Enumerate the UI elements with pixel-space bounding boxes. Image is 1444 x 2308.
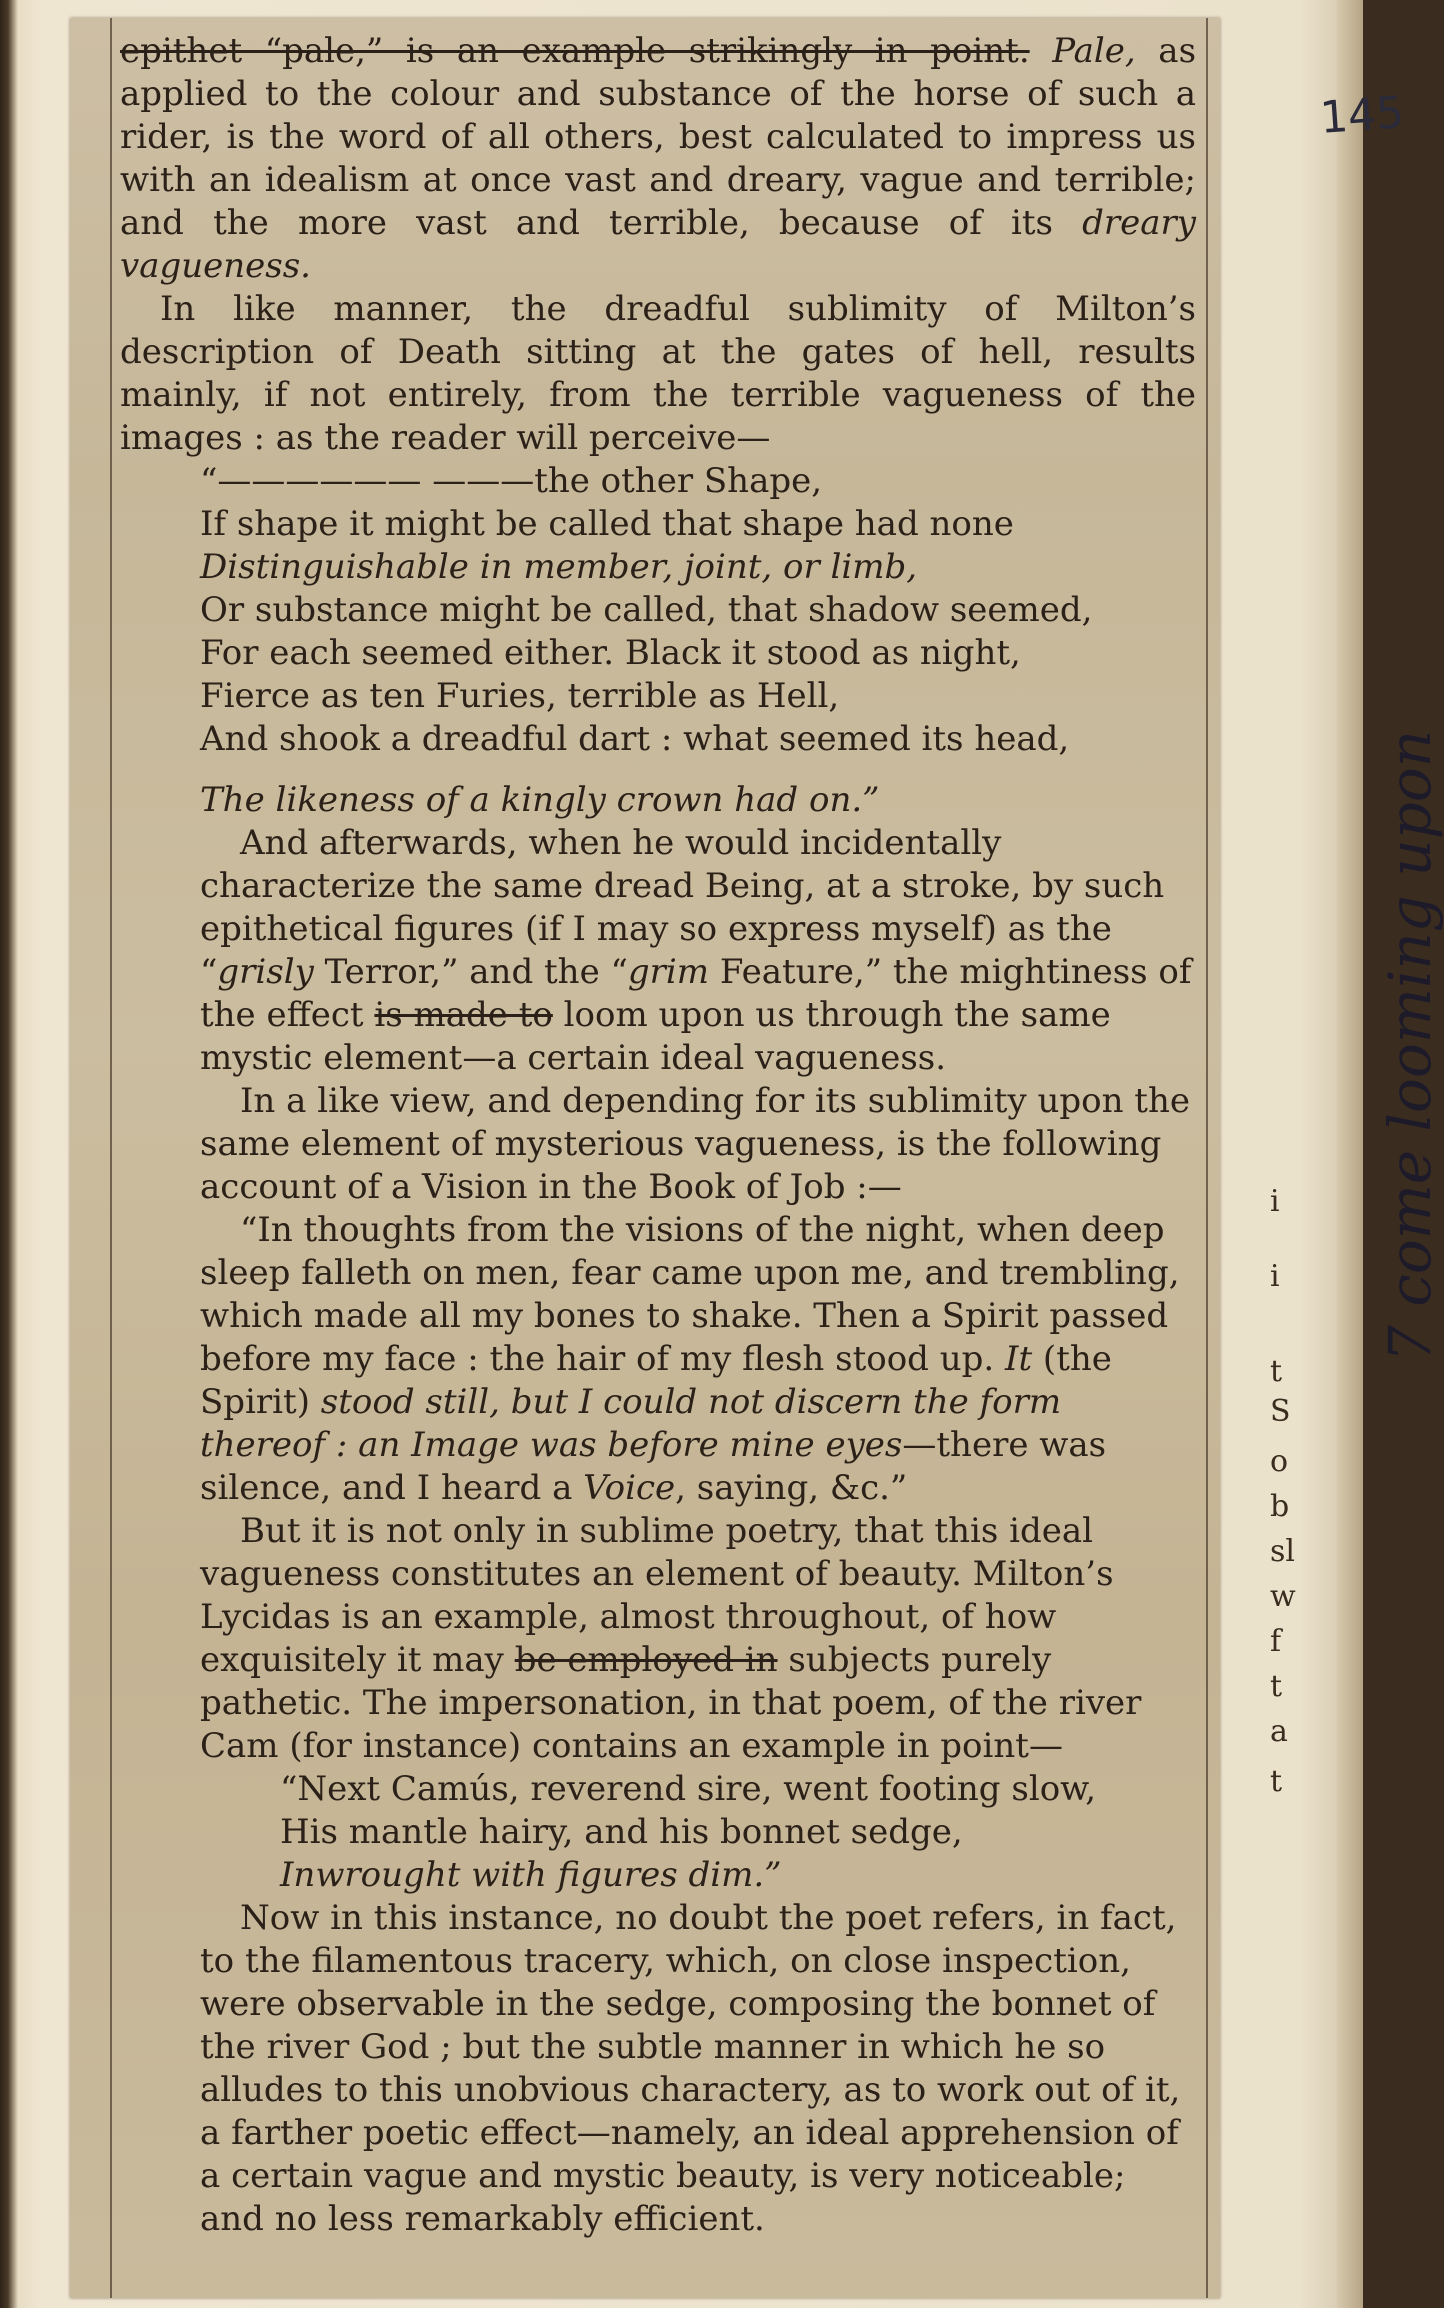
paragraph-text: , saying, &c.” <box>675 1468 908 1508</box>
verse-line: And shook a dreadful dart : what seemed its head, <box>200 719 1070 759</box>
page-edge <box>1337 0 1363 2308</box>
verse-line: His mantle hairy, and his bonnet sedge, <box>280 1812 963 1852</box>
column-fragment: sl <box>1270 1534 1295 1569</box>
column-fragment: f <box>1270 1624 1282 1659</box>
italic-text: grim <box>627 952 710 992</box>
verse-line: Distinguishable in member, joint, or limb, <box>200 547 918 587</box>
paragraph-6 <box>200 1510 1196 1768</box>
paragraph-text: loom upon us through the same mystic element—a certain ideal vagueness. <box>200 995 1111 1078</box>
verse-line: “—————— ———the other Shape, <box>200 461 823 501</box>
struck-text: epithet “pale,” is an example strikingly in point. <box>120 31 1030 71</box>
paragraph-text: as applied to the colour and substance of the horse of such a rider, is the word of all others, best calculated to impress us with an idealism at once vast and dreary, vague and terrible; and the more vast and terrible, because of its <box>120 31 1197 243</box>
verse-line: Inwrought with figures dim.” <box>280 1855 782 1895</box>
verse-line: Fierce as ten Furies, terrible as Hell, <box>200 676 840 716</box>
handwritten-margin-note: 7 come looming upon <box>1376 729 1444 1362</box>
paragraph-text: And afterwards, when he would incidentally characterize the same dread Being, at a stroke, by such epithetical figures (if I may so express myself) as the “ <box>200 823 1165 992</box>
verse-line: Or substance might be called, that shadow seemed, <box>200 590 1093 630</box>
italic-text: It <box>1005 1339 1033 1379</box>
column-fragment: w <box>1270 1579 1296 1614</box>
column-fragment: i <box>1270 1259 1280 1294</box>
italic-text: grisly <box>217 952 314 992</box>
struck-text: be employed in <box>514 1640 778 1680</box>
struck-text: is made to <box>374 995 553 1035</box>
column-fragment: t <box>1270 1354 1283 1389</box>
column-fragment: S <box>1270 1394 1291 1429</box>
paragraph-3 <box>200 822 1196 1080</box>
italic-text: dreary vagueness. <box>120 203 1196 286</box>
verse-line: “Next Camús, reverend sire, went footing slow, <box>280 1769 1097 1809</box>
column-fragment: b <box>1270 1489 1290 1524</box>
paragraph-text: But it is not only in sublime poetry, that this ideal vagueness constitutes an element of beauty. Milton’s Lycidas is an example, almost throughout, of how exquisitely it may <box>200 1511 1114 1680</box>
column-fragment: a <box>1270 1714 1288 1749</box>
article-text <box>120 30 1296 2241</box>
italic-text: Pale, <box>1052 31 1136 71</box>
paragraph-7: Now in this instance, no doubt the poet refers, in fact, to the filamentous tracery, which, on close inspection, were observable in the sedge, composing the bonnet of the river God ; but the subtle manner in which he so alludes to this unobvious charactery, as to work out of it, a farther poetic effect—namely, an ideal apprehension of a certain vague and mystic beauty, is very noticeable; and no less remarkably efficient. <box>200 1898 1181 2239</box>
verse-milton <box>120 460 1196 2241</box>
italic-text: Voice <box>583 1468 676 1508</box>
verse-line: The likeness of a kingly crown had on.” <box>200 780 880 820</box>
column-rule-right <box>1206 18 1208 2298</box>
handwritten-page-number: 145 <box>1318 87 1406 144</box>
paragraph-1 <box>120 30 1196 288</box>
paragraph-text: (the Spirit) <box>200 1339 1112 1422</box>
newspaper-clipping <box>70 18 1444 2298</box>
verse-lycidas <box>200 1768 1196 1897</box>
verse-line: For each seemed either. Black it stood as night, <box>200 633 1021 673</box>
column-rule-left <box>110 18 112 2298</box>
column-fragment: o <box>1270 1444 1289 1479</box>
column-fragment: i <box>1270 1184 1280 1219</box>
paragraph-text: “In thoughts from the visions of the night, when deep sleep falleth on men, fear came upon me, and trembling, which made all my bones to shake. Then a Spirit passed before my face : the hair of my flesh stood up. <box>200 1210 1180 1379</box>
italic-text: stood still, but I could not discern the form thereof : an Image was before mine eyes <box>200 1382 1062 1465</box>
paragraph-4: In a like view, and depending for its sublimity upon the same element of mysterious vagueness, is the following account of a Vision in the Book of Job :— <box>200 1081 1190 1207</box>
paragraph-text: subjects purely pathetic. The impersonation, in that poem, of the river Cam (for instance) contains an example in point— <box>200 1640 1142 1766</box>
column-fragment: t <box>1270 1764 1283 1799</box>
paragraph-text: —there was silence, and I heard a <box>200 1425 1107 1508</box>
paragraph-5 <box>200 1209 1196 1510</box>
column-fragment: t <box>1270 1669 1283 1704</box>
verse-line: If shape it might be called that shape had none <box>200 504 1014 544</box>
paragraph-2: In like manner, the dreadful sublimity of Milton’s description of Death sitting at the gates of hell, results mainly, if not entirely, from the terrible vagueness of the images : as the reader will perceive— <box>120 289 1196 458</box>
paragraph-text: Feature,” the mightiness of the effect <box>200 952 1192 1035</box>
paragraph-text: Terror,” and the “ <box>313 952 628 992</box>
